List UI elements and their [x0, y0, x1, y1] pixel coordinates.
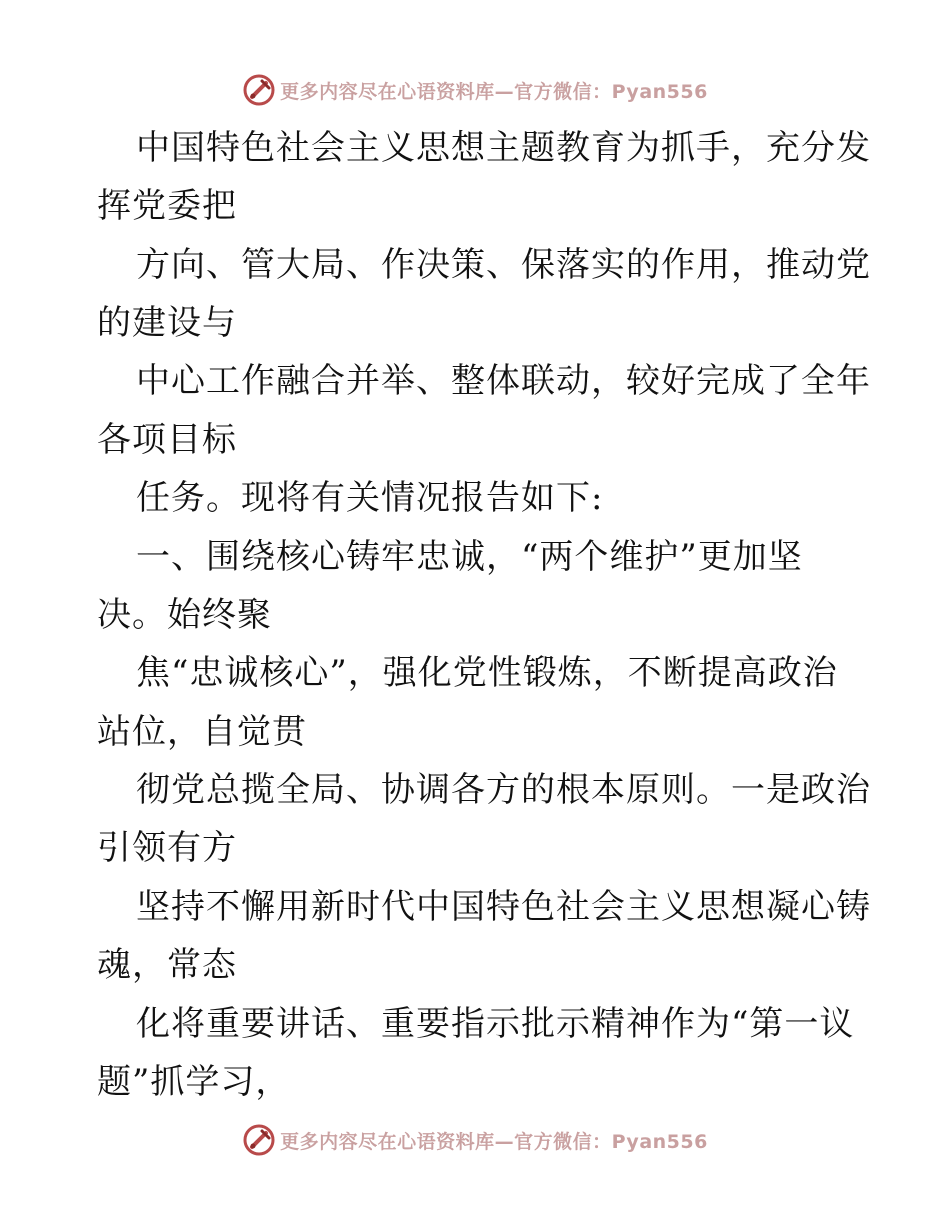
body-line: 中心工作融合并举、整体联动，较好完成了全年: [136, 361, 871, 401]
header-banner-text: 更多内容尽在心语资料库—官方微信：Pyan556: [280, 80, 708, 103]
body-line: 挥党委把: [97, 186, 237, 226]
body-line: 坚持不懈用新时代中国特色社会主义思想凝心铸: [136, 887, 871, 927]
body-line: 魂，常态: [97, 945, 237, 985]
footer-banner: [0, 1120, 950, 1160]
body-line: 决。始终聚: [97, 595, 272, 635]
body-line: 方向、管大局、作决策、保落实的作用，推动党: [136, 245, 871, 285]
body-line: 彻党总揽全局、协调各方的根本原则。一是政治: [136, 770, 871, 810]
body-line: 各项目标: [97, 420, 237, 460]
body-line: 引领有方: [97, 828, 237, 868]
body-line: 中国特色社会主义思想主题教育为抓手，充分发: [136, 128, 871, 168]
body-line: 任务。现将有关情况报告如下:: [136, 478, 604, 518]
body-line: 焦“忠诚核心”，强化党性锻炼，不断提高政治: [136, 653, 838, 693]
logo-icon: [242, 1123, 276, 1157]
body-line: 的建设与: [97, 303, 237, 343]
body-line: 站位，自觉贯: [97, 712, 307, 752]
body-line: 一、围绕核心铸牢忠诚，“两个维护”更加坚: [136, 537, 803, 577]
body-line: 题”抓学习，: [97, 1062, 291, 1102]
body-line: 化将重要讲话、重要指示批示精神作为“第一议: [136, 1004, 855, 1044]
footer-banner-text: 更多内容尽在心语资料库—官方微信：Pyan556: [280, 1130, 708, 1153]
